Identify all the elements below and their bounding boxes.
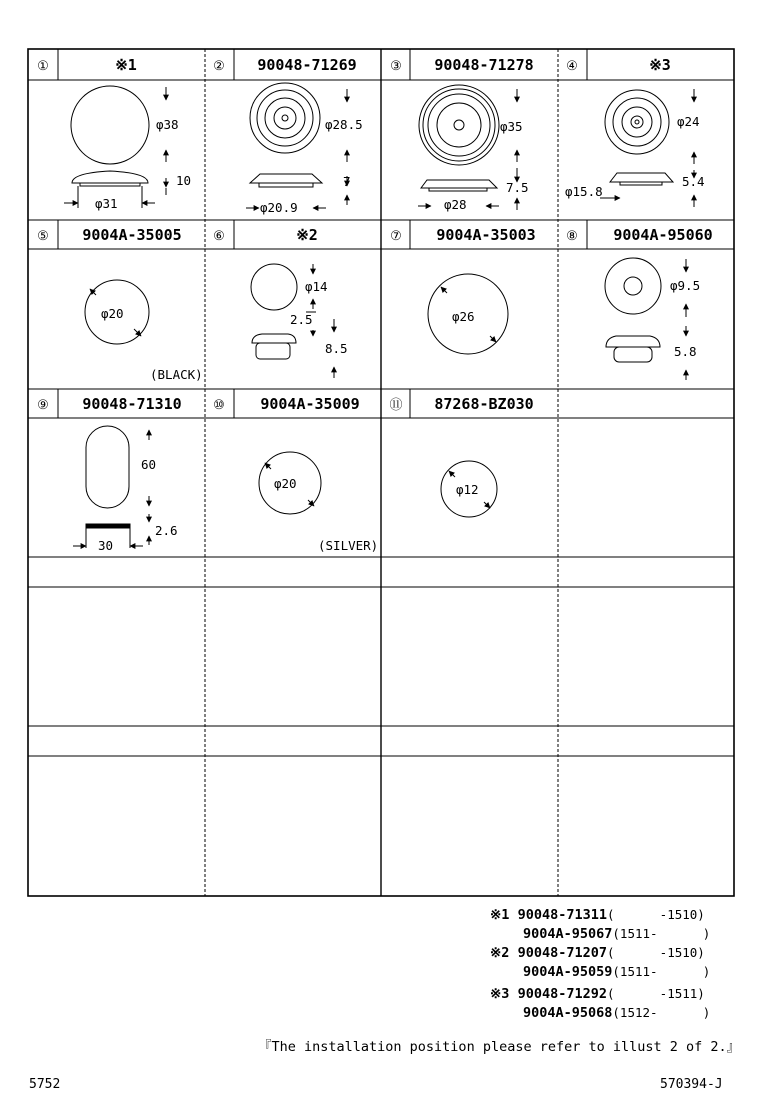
dimension-diameter-10: φ20 xyxy=(274,476,297,491)
footnote-range: ( -1510) xyxy=(607,907,705,922)
footnote-mark: ※2 xyxy=(490,945,510,961)
footnote-mark: ※3 xyxy=(490,986,510,1002)
part-number-7[interactable]: 9004A-35003 xyxy=(436,226,536,244)
part-number-5[interactable]: 9004A-35005 xyxy=(82,226,182,244)
part-number-9[interactable]: 90048-71310 xyxy=(82,395,182,413)
dimension-width-3: φ28 xyxy=(444,197,467,212)
dimension-height-4: 5.4 xyxy=(682,174,705,189)
dimension-length-9: 60 xyxy=(141,457,157,472)
plug-drawing-4 xyxy=(600,89,694,207)
part-number-10[interactable]: 9004A-35009 xyxy=(260,395,360,413)
dimension-diameter-7: φ26 xyxy=(452,309,475,324)
dimension-diameter-8: φ9.5 xyxy=(670,278,701,293)
footnote-part[interactable]: 90048-71207 xyxy=(517,945,607,961)
item-number-3: ③ xyxy=(390,59,402,74)
footnote-part[interactable]: 9004A-95059 xyxy=(523,964,613,980)
part-number-1[interactable]: ※1 xyxy=(115,56,137,74)
item-number-4: ④ xyxy=(566,59,578,74)
dimension-height-8: 5.8 xyxy=(674,344,697,359)
footnote-mark: ※1 xyxy=(490,907,510,923)
item-number-10: ⑩ xyxy=(213,398,225,413)
plug-drawing-9 xyxy=(73,426,149,548)
dimension-diameter-5: φ20 xyxy=(101,306,124,321)
dimension-height-3: 7.5 xyxy=(506,180,529,195)
plug-drawing-1 xyxy=(64,86,166,208)
part-number-8[interactable]: 9004A-95060 xyxy=(613,226,713,244)
part-number-11[interactable]: 87268-BZ030 xyxy=(434,395,534,413)
footnote-1 xyxy=(490,907,705,923)
plug-drawing-8 xyxy=(605,258,686,380)
footnote-range: (1511- ) xyxy=(612,964,711,979)
footnote-part[interactable]: 90048-71311 xyxy=(517,907,607,923)
footnote-2b xyxy=(523,964,710,980)
dimension-height-1: 10 xyxy=(176,173,192,188)
item-number-6: ⑥ xyxy=(213,229,225,244)
part-number-6[interactable]: ※2 xyxy=(296,226,318,244)
dimension-height-9: 2.6 xyxy=(155,523,178,538)
page-code-left: 5752 xyxy=(29,1077,61,1092)
item-number-2: ② xyxy=(213,59,225,74)
footnote-part[interactable]: 9004A-95067 xyxy=(523,926,613,942)
dimension-width-9: 30 xyxy=(98,538,114,553)
part-number-2[interactable]: 90048-71269 xyxy=(257,56,357,74)
item-number-11: ⑪ xyxy=(389,398,403,413)
dimension-diameter-4: φ24 xyxy=(677,114,700,129)
color-note-silver: (SILVER) xyxy=(318,538,379,553)
cell-headers xyxy=(37,56,713,413)
footnote-3 xyxy=(490,986,705,1002)
dimension-height-6: 8.5 xyxy=(325,341,348,356)
footnote-range: (1512- ) xyxy=(612,1005,711,1020)
footnote-range: ( -1510) xyxy=(607,945,705,960)
item-number-5: ⑤ xyxy=(37,229,49,244)
footnote-part[interactable]: 90048-71292 xyxy=(517,986,607,1002)
plug-drawing-3 xyxy=(418,85,517,210)
parts-grid xyxy=(28,49,734,896)
plug-drawing-2 xyxy=(246,83,347,208)
part-number-4[interactable]: ※3 xyxy=(649,56,671,74)
footnote-1b xyxy=(523,926,710,942)
footnote-3b xyxy=(523,1005,710,1021)
dimension-width-4: φ15.8 xyxy=(565,184,603,199)
color-note-black: (BLACK) xyxy=(150,367,203,382)
dimension-diameter-1: φ38 xyxy=(156,117,179,132)
item-number-7: ⑦ xyxy=(390,229,402,244)
dimension-diameter-2: φ28.5 xyxy=(325,117,363,132)
item-number-9: ⑨ xyxy=(37,398,49,413)
page-code-right: 570394-J xyxy=(660,1077,723,1092)
dimension-thickness-6: 2.5 xyxy=(290,312,313,327)
dimension-diameter-3: φ35 xyxy=(500,119,523,134)
dimension-width-1: φ31 xyxy=(95,196,118,211)
footnote-range: (1511- ) xyxy=(612,926,711,941)
item-number-1: ① xyxy=(37,59,49,74)
footnote-part[interactable]: 9004A-95068 xyxy=(523,1005,613,1021)
footnote-2 xyxy=(490,945,705,961)
dimension-diameter-6: φ14 xyxy=(305,279,328,294)
installation-instruction: 『The installation position please refer to illust 2 of 2.』 xyxy=(258,1039,741,1055)
dimension-height-2: 7 xyxy=(343,174,351,189)
dimension-width-2: φ20.9 xyxy=(260,200,298,215)
item-number-8: ⑧ xyxy=(566,229,578,244)
footnote-range: ( -1511) xyxy=(607,986,705,1001)
part-number-3[interactable]: 90048-71278 xyxy=(434,56,534,74)
dimension-diameter-11: φ12 xyxy=(456,482,479,497)
